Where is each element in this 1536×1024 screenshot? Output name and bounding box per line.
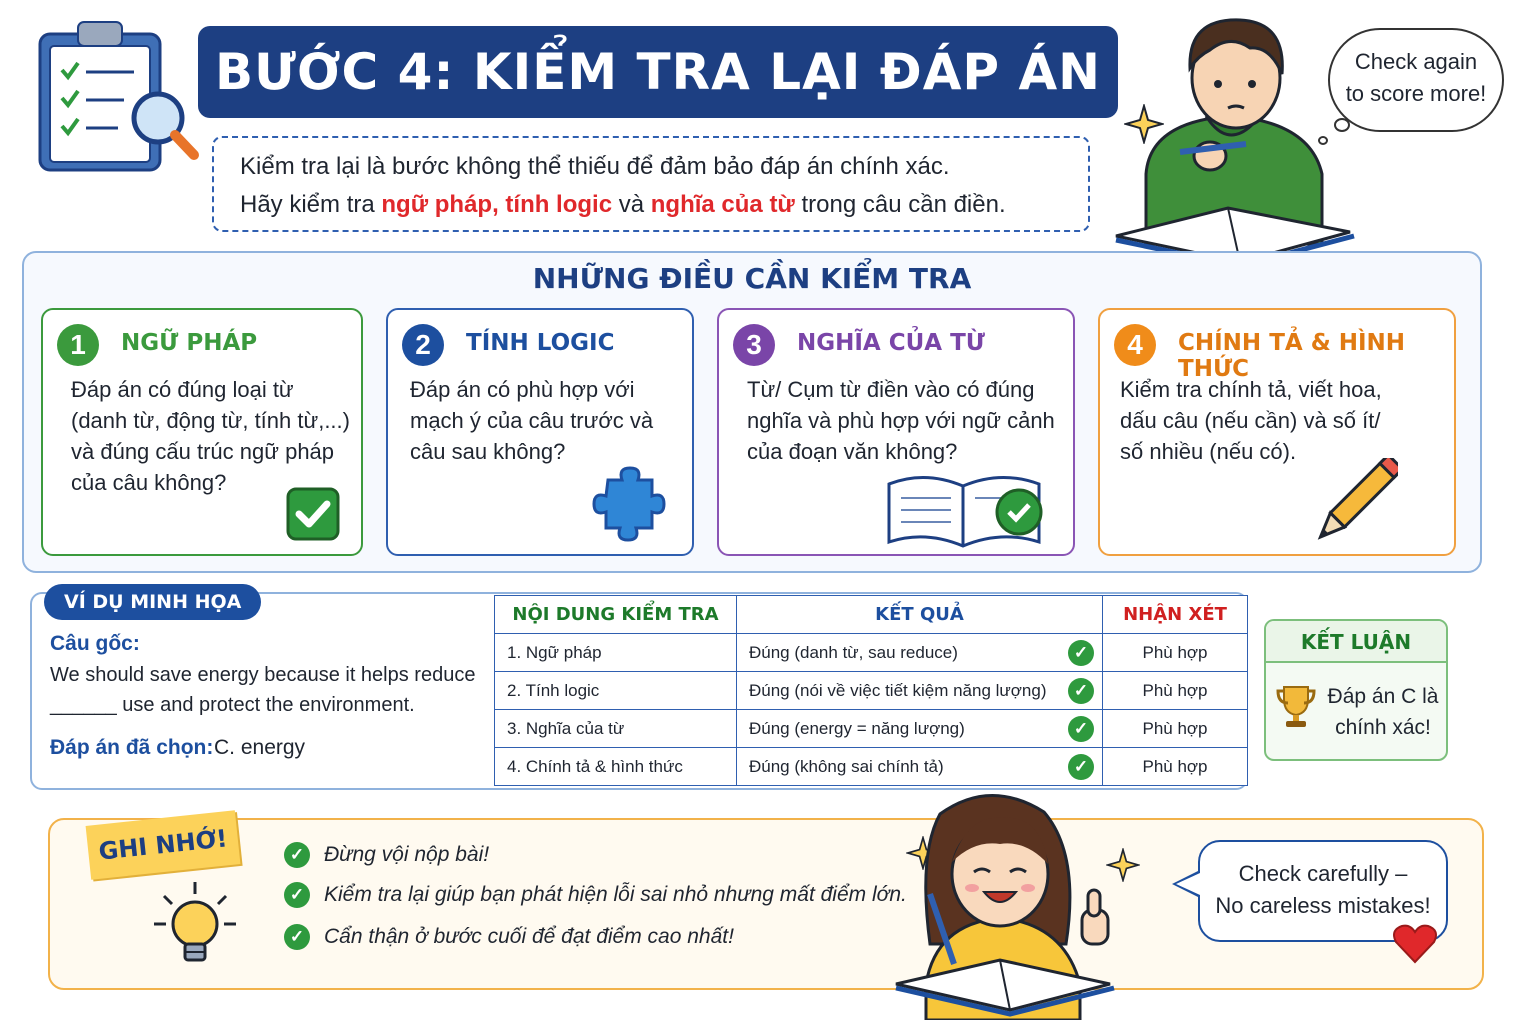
remember-text: Cẩn thận ở bước cuối để đạt điểm cao nhất!: [324, 925, 734, 948]
card-body: [410, 374, 653, 467]
card-number: 4: [1114, 324, 1156, 366]
check-icon: ✓: [284, 924, 310, 950]
check-card-logic: [386, 308, 694, 556]
pencil-icon: [1308, 458, 1398, 553]
table-row: [495, 634, 1248, 672]
result-text: Đúng (không sai chính tả): [749, 756, 944, 776]
card-line: số nhiều (nếu có).: [1120, 439, 1297, 464]
check-icon: ✓: [1068, 716, 1094, 742]
card-line: nghĩa và phù hợp với ngữ cảnh: [747, 408, 1055, 433]
result-text: Đúng (nói về việc tiết kiệm năng lượng): [749, 680, 1047, 700]
remember-item: [284, 882, 907, 908]
card-body: [747, 374, 1055, 467]
original-sentence-label: Câu gốc:: [50, 632, 140, 655]
table-cell-comment: Phù hợp: [1103, 634, 1248, 672]
table-row: [495, 710, 1248, 748]
card-title: TÍNH LOGIC: [466, 330, 615, 356]
card-number: 1: [57, 324, 99, 366]
example-tag: VÍ DỤ MINH HỌA: [44, 584, 261, 620]
conclusion-title: KẾT LUẬN: [1266, 621, 1446, 663]
conclusion-line: Đáp án C là: [1327, 685, 1439, 708]
puzzle-icon: [588, 466, 668, 551]
check-results-table: [494, 595, 1248, 786]
table-cell-result: [737, 672, 1103, 710]
intro-box: [212, 136, 1090, 232]
table-cell-comment: Phù hợp: [1103, 672, 1248, 710]
check-card-grammar: [41, 308, 363, 556]
card-line: (danh từ, động từ, tính từ,...): [71, 408, 350, 433]
sentence-line: ______ use and protect the environment.: [50, 694, 415, 716]
card-line: và đúng cấu trúc ngữ pháp: [71, 439, 335, 464]
column-header: KẾT QUẢ: [737, 596, 1103, 634]
speech-line-1: Check carefully –: [1238, 861, 1408, 886]
table-cell-result: [737, 710, 1103, 748]
card-line: Đáp án có phù hợp với: [410, 377, 635, 402]
remember-tag: GHI NHỚ!: [86, 810, 241, 879]
table-cell-result: [737, 748, 1103, 786]
card-title: NGHĨA CỦA TỪ: [797, 330, 986, 356]
card-line: mạch ý của câu trước và: [410, 408, 654, 433]
card-number: 3: [733, 324, 775, 366]
card-line: Kiểm tra chính tả, viết hoa,: [1120, 377, 1382, 402]
card-body: [1120, 374, 1382, 467]
card-line: Đáp án có đúng loại từ: [71, 377, 294, 402]
column-header: NHẬN XÉT: [1103, 596, 1248, 634]
table-header-row: [495, 596, 1248, 634]
checkbox-icon: [285, 486, 341, 547]
conclusion-box: [1264, 619, 1448, 761]
card-line: câu sau không?: [410, 439, 566, 464]
result-text: Đúng (energy = năng lượng): [749, 718, 965, 738]
table-cell-item: 2. Tính logic: [495, 672, 737, 710]
card-line: của câu không?: [71, 470, 227, 495]
table-row: [495, 672, 1248, 710]
intro-line-2: [240, 186, 1062, 224]
card-title: CHÍNH TẢ & HÌNH THỨC: [1178, 330, 1406, 382]
column-header: NỘI DUNG KIỂM TRA: [495, 596, 737, 634]
thought-line-1: Check again: [1354, 49, 1478, 74]
title-banner: [198, 26, 1118, 118]
table-cell-item: 4. Chính tả & hình thức: [495, 748, 737, 786]
conclusion-text: [1324, 681, 1442, 743]
speech-bubble-tail-inner: [1176, 873, 1200, 895]
intro-highlight-word-meaning: nghĩa của từ: [650, 191, 795, 218]
card-line: của đoạn văn không?: [747, 439, 958, 464]
thought-line-2: to score more!: [1345, 81, 1487, 106]
chosen-answer: C. energy: [214, 736, 306, 759]
clipboard-icon: [34, 14, 204, 174]
intro-highlight-grammar-logic: ngữ pháp, tính logic: [381, 191, 613, 218]
conclusion-line: chính xác!: [1335, 716, 1431, 739]
card-line: dấu câu (nếu cần) và số ít/: [1120, 408, 1381, 433]
intro-text: và: [612, 191, 651, 218]
card-line: Từ/ Cụm từ điền vào có đúng: [747, 377, 1035, 402]
table-cell-item: 1. Ngữ pháp: [495, 634, 737, 672]
heart-icon: [1392, 922, 1438, 969]
check-card-spelling-format: [1098, 308, 1456, 556]
card-number: 2: [402, 324, 444, 366]
book-check-icon: [885, 464, 1047, 555]
intro-text: trong câu cần điền.: [794, 191, 1006, 218]
original-sentence: [50, 660, 490, 720]
check-icon: ✓: [1068, 678, 1094, 704]
card-body: [71, 374, 350, 498]
trophy-icon: [1274, 683, 1318, 734]
intro-line-1: Kiểm tra lại là bước không thể thiếu để đảm bảo đáp án chính xác.: [240, 153, 950, 180]
check-icon: ✓: [284, 882, 310, 908]
check-icon: ✓: [1068, 754, 1094, 780]
remember-item: [284, 924, 734, 950]
table-cell-result: [737, 634, 1103, 672]
thought-bubble: [1328, 28, 1504, 132]
chosen-answer-label: Đáp án đã chọn:: [50, 736, 214, 759]
result-text: Đúng (danh từ, sau reduce): [749, 642, 958, 662]
remember-text: Đừng vội nộp bài!: [324, 843, 490, 866]
speech-line-2: No careless mistakes!: [1215, 893, 1431, 918]
boy-studying-illustration: [1110, 4, 1360, 266]
lightbulb-icon: [150, 880, 240, 977]
card-title: NGỮ PHÁP: [121, 330, 258, 356]
intro-text: Hãy kiểm tra: [240, 191, 382, 218]
table-cell-comment: Phù hợp: [1103, 710, 1248, 748]
checklist-title: NHỮNG ĐIỀU CẦN KIỂM TRA: [532, 262, 972, 295]
table-cell-item: 3. Nghĩa của từ: [495, 710, 737, 748]
page-title: BƯỚC 4: KIỂM TRA LẠI ĐÁP ÁN: [215, 43, 1101, 101]
check-icon: ✓: [1068, 640, 1094, 666]
thought-dot: [1334, 118, 1350, 132]
check-card-word-meaning: [717, 308, 1075, 556]
thought-dot: [1318, 136, 1328, 145]
girl-studying-illustration: [890, 784, 1130, 1020]
check-icon: ✓: [284, 842, 310, 868]
remember-item: [284, 842, 489, 868]
table-cell-comment: Phù hợp: [1103, 748, 1248, 786]
sentence-line: We should save energy because it helps reduce: [50, 664, 476, 686]
table-row: [495, 748, 1248, 786]
remember-text: Kiểm tra lại giúp bạn phát hiện lỗi sai nhỏ nhưng mất điểm lớn.: [324, 883, 907, 906]
